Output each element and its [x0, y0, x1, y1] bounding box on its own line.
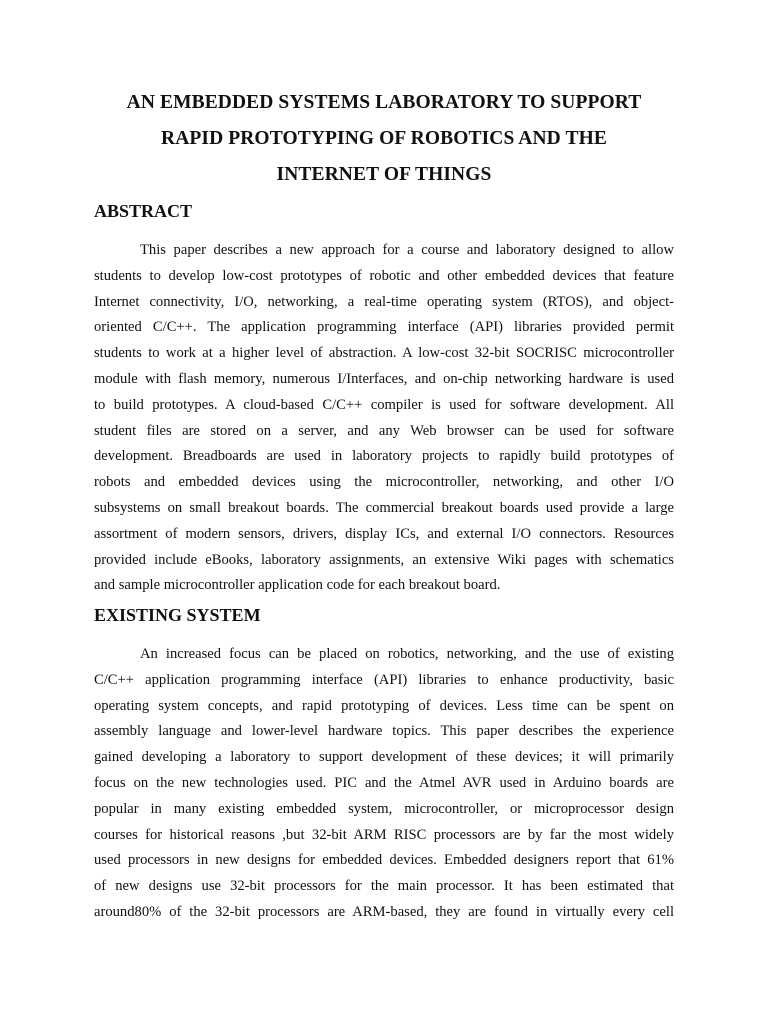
- existing-system-heading: EXISTING SYSTEM: [94, 605, 261, 625]
- existing-system-line: assembly language and lower-level hardware topics. This paper describes the experience: [94, 723, 674, 740]
- abstract-line: robots and embedded devices using the microcontroller, networking, and other I/O: [94, 474, 674, 491]
- existing-system-paragraph: [94, 642, 674, 926]
- abstract-line: development. Breadboards are used in laboratory projects to rapidly build prototypes of: [94, 448, 674, 465]
- existing-system-line: popular in many existing embedded system, microcontroller, or microprocessor design: [94, 800, 674, 817]
- abstract-line: to build prototypes. A cloud-based C/C++ compiler is used for software development. All: [94, 396, 674, 413]
- existing-system-line: operating system concepts, and rapid prototyping of devices. Less time can be spent on: [94, 697, 674, 714]
- abstract-heading: ABSTRACT: [94, 201, 193, 221]
- abstract-line: module with flash memory, numerous I/Interfaces, and on-chip networking hardware is used: [94, 370, 674, 387]
- abstract-line: student files are stored on a server, and any Web browser can be used for software: [94, 422, 674, 439]
- existing-system-line: focus on the new technologies used. PIC and the Atmel AVR used in Arduino boards are: [94, 774, 674, 791]
- existing-system-line: C/C++ application programming interface (API) libraries to enhance productivity, basic: [94, 671, 674, 688]
- abstract-line: assortment of modern sensors, drivers, display ICs, and external I/O connectors. Resources: [94, 525, 674, 542]
- abstract-line: Internet connectivity, I/O, networking, a real-time operating system (RTOS), and object-: [94, 293, 674, 310]
- existing-system-line: of new designs use 32-bit processors for the main processor. It has been estimated that: [94, 878, 674, 895]
- abstract-line: This paper describes a new approach for a course and laboratory designed to allow: [140, 242, 674, 258]
- abstract-line: students to develop low-cost prototypes of robotic and other embedded devices that feature: [94, 267, 674, 284]
- paper-title-line: INTERNET OF THINGS: [276, 164, 492, 185]
- existing-system-line: around80% of the 32-bit processors are ARM-based, they are found in virtually every cell: [94, 903, 674, 920]
- existing-system-line: gained developing a laboratory to support development of these devices; it will primarily: [94, 749, 674, 766]
- paper-title: [60, 85, 708, 193]
- existing-system-line: An increased focus can be placed on robotics, networking, and the use of existing: [140, 646, 674, 662]
- existing-system-line: used processors in new designs for embedded devices. Embedded designers report that 61%: [94, 852, 674, 869]
- paper-title-line: AN EMBEDDED SYSTEMS LABORATORY TO SUPPORT: [126, 92, 642, 113]
- abstract-paragraph: [94, 238, 674, 599]
- existing-system-line: courses for historical reasons ,but 32-bit ARM RISC processors are by far the most widely: [94, 826, 674, 843]
- abstract-line: students to work at a higher level of abstraction. A low-cost 32-bit SOCRISC microcontroller: [94, 345, 674, 362]
- abstract-line: oriented C/C++. The application programming interface (API) libraries provided permit: [94, 319, 674, 336]
- paper-title-line: RAPID PROTOTYPING OF ROBOTICS AND THE: [161, 128, 607, 149]
- abstract-line: subsystems on small breakout boards. The commercial breakout boards used provide a large: [94, 499, 674, 516]
- abstract-line: provided include eBooks, laboratory assignments, an extensive Wiki pages with schematics: [94, 551, 674, 568]
- abstract-line: and sample microcontroller application code for each breakout board.: [94, 577, 501, 594]
